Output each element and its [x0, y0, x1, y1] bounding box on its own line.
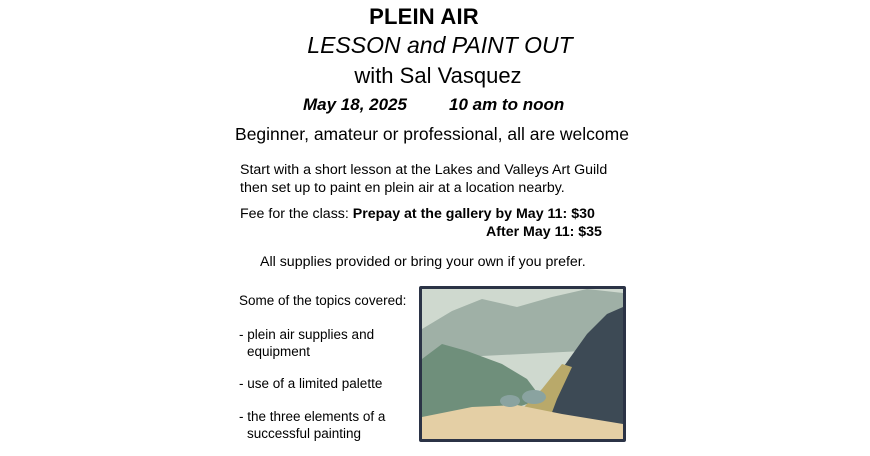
fee-prepay: Prepay at the gallery by May 11: $30 — [352, 206, 595, 222]
intro-line-2: then set up to paint en plein air at a location nearby. — [240, 180, 565, 196]
topic-line: - use of a limited palette — [239, 376, 383, 391]
topic-line: equipment — [247, 344, 311, 359]
event-date: May 18, 2025 — [303, 95, 407, 114]
fee-line — [240, 206, 595, 222]
fee-label: Fee for the class: — [240, 206, 353, 222]
topic-item — [239, 408, 385, 442]
welcome-line: Beginner, amateur or professional, all are welcome — [235, 124, 629, 144]
topic-line: - the three elements of a — [239, 409, 386, 424]
topic-line: - plein air supplies and — [239, 327, 375, 342]
topic-item — [239, 375, 382, 392]
fee-after: After May 11: $35 — [486, 224, 602, 240]
painting-shrub — [500, 395, 520, 407]
landscape-painting-art — [422, 289, 623, 439]
landscape-painting — [419, 286, 626, 442]
topic-line: successful painting — [247, 426, 362, 441]
intro-line-1: Start with a short lesson at the Lakes and Valleys Art Guild — [240, 162, 608, 178]
instructor-line: with Sal Vasquez — [354, 63, 522, 88]
flyer-subtitle: LESSON and PAINT OUT — [307, 32, 573, 58]
topic-item — [239, 326, 374, 360]
painting-shrub — [522, 390, 546, 404]
topics-heading: Some of the topics covered: — [239, 293, 407, 308]
supplies-line: All supplies provided or bring your own if you prefer. — [260, 254, 586, 270]
event-time: 10 am to noon — [449, 95, 565, 114]
flyer-title: PLEIN AIR — [369, 4, 479, 29]
